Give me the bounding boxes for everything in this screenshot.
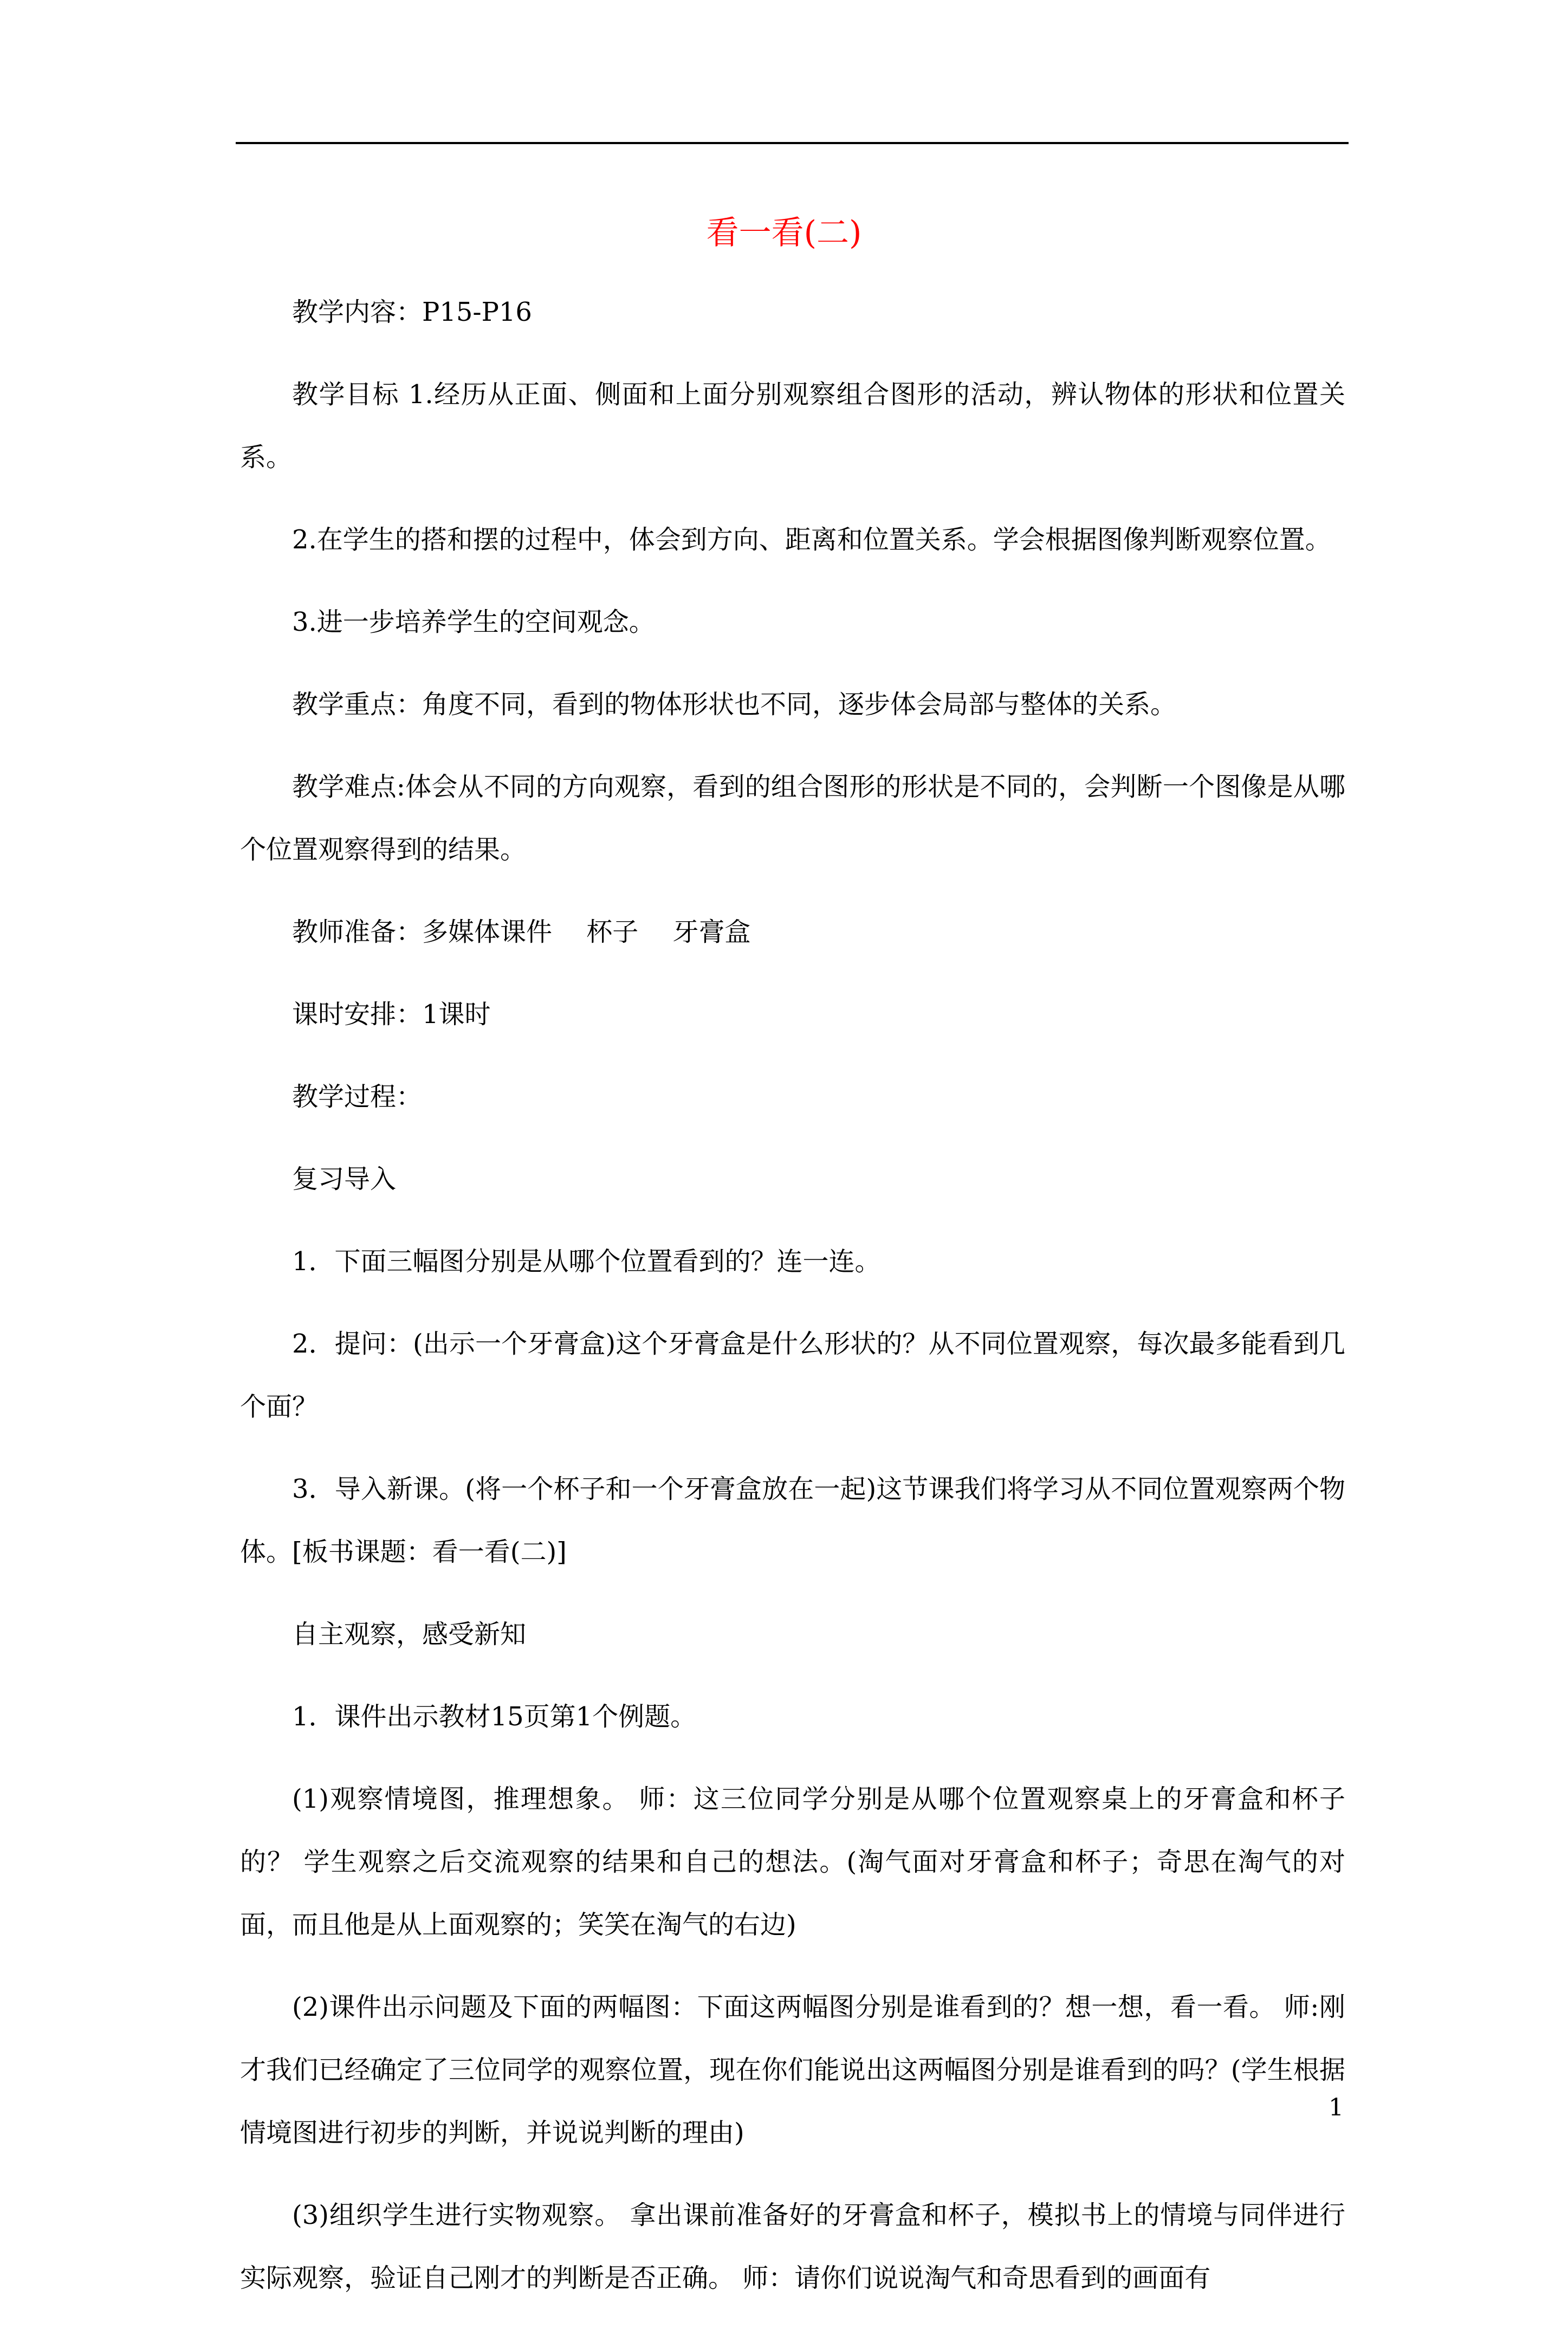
paragraph-review-3: 3．导入新课。(将一个杯子和一个牙膏盒放在一起)这节课我们将学习从不同位置观察两个物体。[板书课题：看一看(二)] [240, 1474, 1345, 1567]
paragraph-review-2: 2．提问：(出示一个牙膏盒)这个牙膏盒是什么形状的？从不同位置观察，每次最多能看到几个面？ [240, 1329, 1345, 1422]
paragraph-observe-1-3: (3)组织学生进行实物观察。 拿出课前准备好的牙膏盒和杯子，模拟书上的情境与同伴进行实际观察，验证自己刚才的判断是否正确。 师：请你们说说淘气和奇思看到的画面有 [240, 2200, 1345, 2293]
paragraph-observe-1: 1．课件出示教材15页第1个例题。 [292, 1702, 697, 1732]
paragraph-teaching-content: 教学内容：P15-P16 [292, 297, 532, 327]
document-title: 看一看(二) [706, 214, 862, 252]
paragraph-observe-1-2: (2)课件出示问题及下面的两幅图：下面这两幅图分别是谁看到的？想一想，看一看。 师:刚才我们已经确定了三位同学的观察位置，现在你们能说出这两幅图分别是谁看到的吗？(学生根据情境图进行初步的判断，并说说判断的理由) [240, 1992, 1345, 2148]
paragraph-schedule: 课时安排：1课时 [292, 999, 491, 1030]
paragraph-teaching-goal-3: 3.进一步培养学生的空间观念。 [292, 607, 655, 637]
paragraph-key-points: 教学重点：角度不同，看到的物体形状也不同，逐步体会局部与整体的关系。 [292, 689, 1177, 720]
paragraph-teaching-goal-2: 2.在学生的搭和摆的过程中，体会到方向、距离和位置关系。学会根据图像判断观察位置。 [292, 525, 1331, 555]
paragraph-review-heading: 复习导入 [292, 1164, 397, 1194]
paragraph-teaching-goal-1: 教学目标 1.经历从正面、侧面和上面分别观察组合图形的活动，辨认物体的形状和位置关系。 [240, 379, 1345, 473]
header-rule [236, 142, 1349, 144]
paragraph-difficulties: 教学难点:体会从不同的方向观察，看到的组合图形的形状是不同的，会判断一个图像是从哪个位置观察得到的结果。 [240, 772, 1345, 865]
paragraph-observe-1-1: (1)观察情境图，推理想象。 师：这三位同学分别是从哪个位置观察桌上的牙膏盒和杯子的？ 学生观察之后交流观察的结果和自己的想法。(淘气面对牙膏盒和杯子；奇思在淘气的对面，而且他是从上面观察的；笑笑在淘气的右边) [240, 1784, 1345, 1940]
paragraph-process-heading: 教学过程： [292, 1082, 423, 1112]
document-body [240, 281, 1345, 2329]
paragraph-review-1: 1．下面三幅图分别是从哪个位置看到的？连一连。 [292, 1246, 881, 1277]
paragraph-observe-heading: 自主观察，感受新知 [292, 1619, 527, 1649]
paragraph-preparation: 教师准备：多媒体课件 杯子 牙膏盒 [292, 917, 751, 947]
page-number: 1 [1329, 2094, 1344, 2121]
